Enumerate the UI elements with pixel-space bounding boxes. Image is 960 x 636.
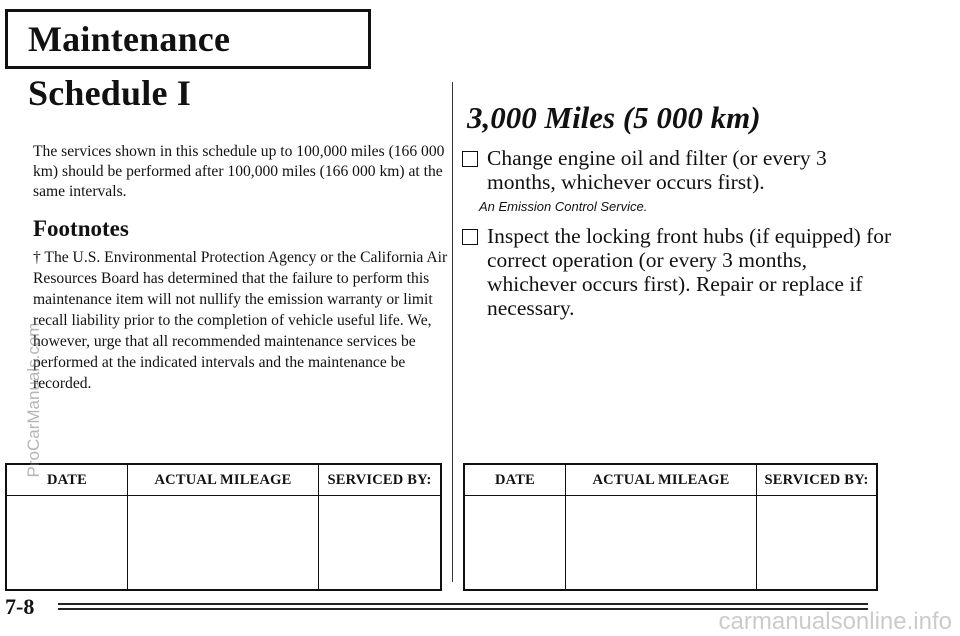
column-header-date: DATE — [464, 464, 566, 496]
task-text: Change engine oil and filter (or every 3 months, whichever occurs first). — [487, 146, 827, 194]
section-heading: 3,000 Miles (5 000 km) — [467, 100, 761, 135]
serviced-by-cell[interactable] — [757, 496, 878, 591]
checkbox-icon[interactable] — [462, 151, 478, 167]
mileage-cell[interactable] — [128, 496, 319, 591]
maintenance-task-oil — [462, 146, 897, 194]
footer-rule — [58, 603, 868, 605]
page-title: Maintenance Schedule I — [5, 9, 371, 69]
side-watermark: ProCarManuals.com — [24, 322, 43, 478]
column-header-serviced-by: SERVICED BY: — [757, 464, 878, 496]
date-cell[interactable] — [464, 496, 566, 591]
bottom-watermark: carmanualsonline.info — [718, 608, 952, 635]
column-header-mileage: ACTUAL MILEAGE — [566, 464, 757, 496]
date-cell[interactable] — [6, 496, 128, 591]
serviced-by-cell[interactable] — [319, 496, 442, 591]
checkbox-icon[interactable] — [462, 229, 478, 245]
column-header-date: DATE — [6, 464, 128, 496]
service-record-table-left — [5, 463, 442, 591]
footnotes-heading: Footnotes — [33, 216, 129, 241]
emission-service-note: An Emission Control Service. — [479, 199, 648, 214]
footnote-text: † The U.S. Environmental Protection Agency or the California Air Resources Board has determined that the failure to perform this maintenance item will not nullify the emission warranty or limit recall liability prior to the completion of vehicle useful life. We, however, urge that all recommended maintenance services be performed at the indicated intervals and the maintenance be recorded. — [33, 249, 448, 392]
task-text: Inspect the locking front hubs (if equipped) for correct operation (or every 3 months, whichever occurs first). Repair or replace if necessary. — [487, 224, 892, 320]
mileage-cell[interactable] — [566, 496, 757, 591]
column-header-mileage: ACTUAL MILEAGE — [128, 464, 319, 496]
column-header-serviced-by: SERVICED BY: — [319, 464, 442, 496]
service-record-table-right — [463, 463, 878, 591]
page-number: 7-8 — [5, 594, 35, 619]
intro-paragraph: The services shown in this schedule up to 100,000 miles (166 000 km) should be performed after 100,000 miles (166 000 km) at the same intervals. — [33, 143, 445, 200]
maintenance-task-hubs — [462, 224, 897, 320]
